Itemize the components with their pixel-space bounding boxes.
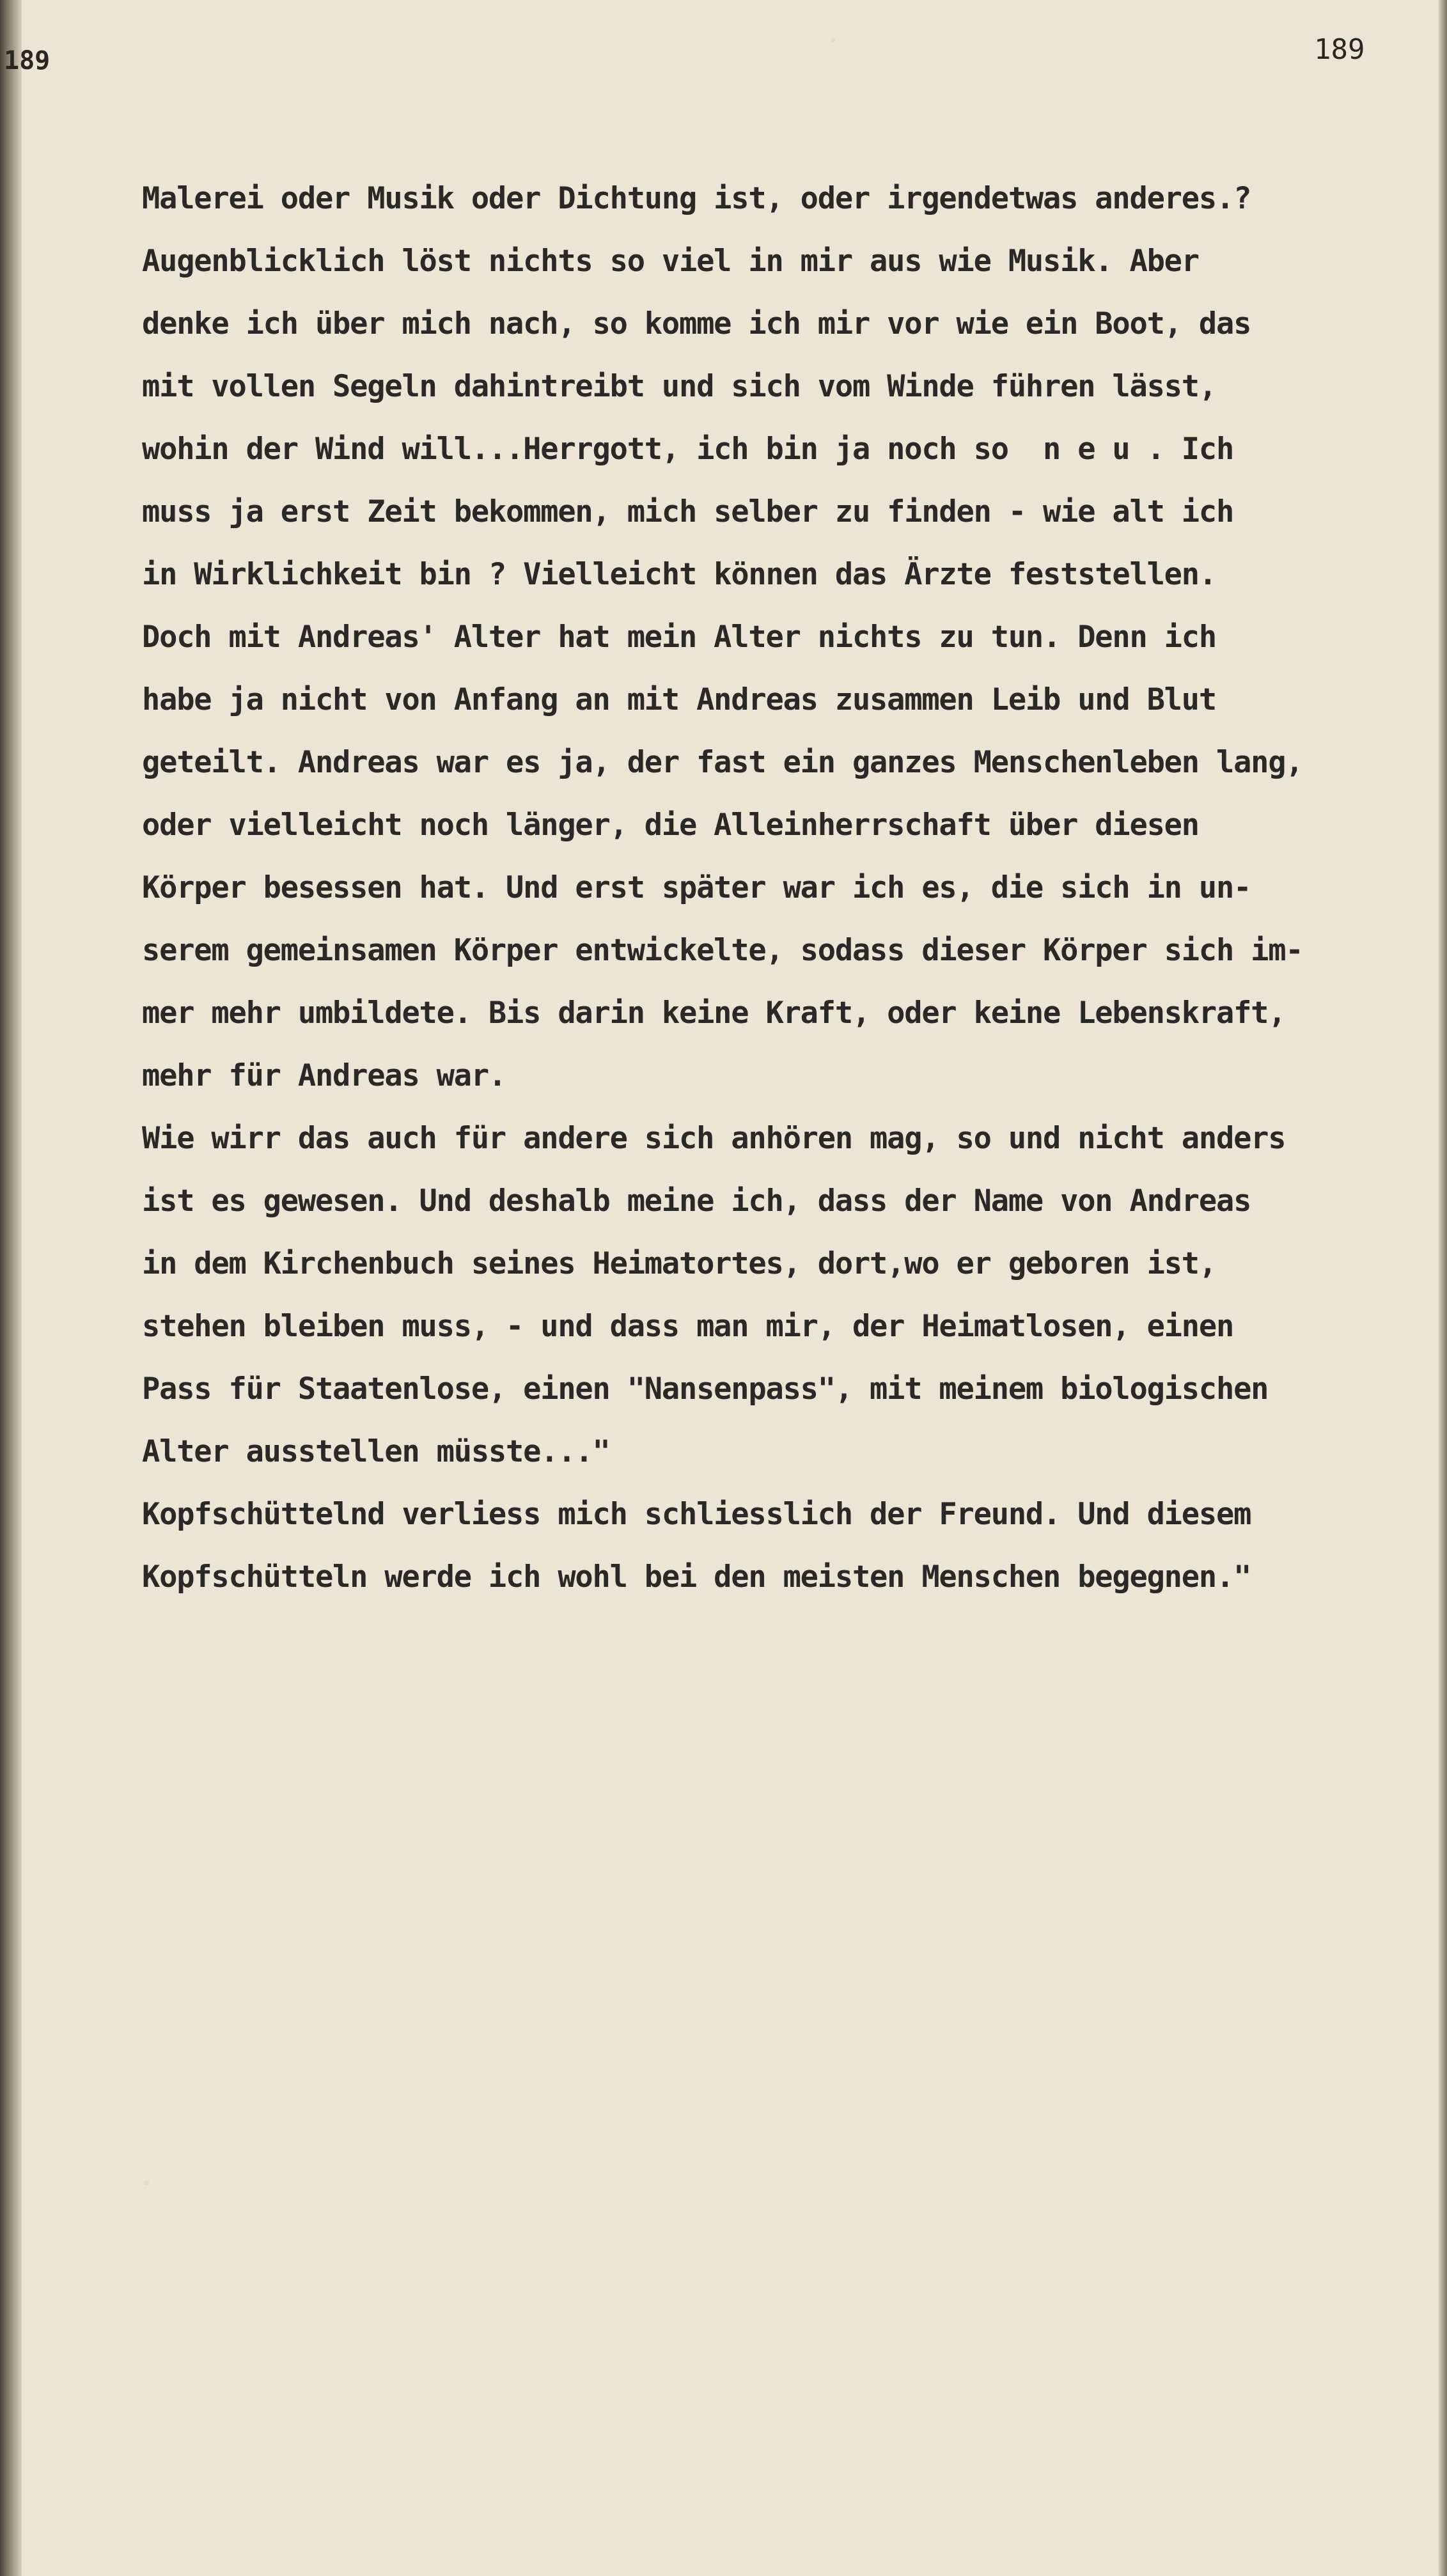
text-line: Wie wirr das auch für andere sich anhören mag, so und nicht anders: [142, 1121, 1286, 1156]
text-line: mit vollen Segeln dahintreibt und sich vom Winde führen lässt,: [142, 369, 1216, 404]
text-line: in Wirklichkeit bin ? Vielleicht können das Ärzte feststellen.: [142, 557, 1216, 592]
text-line: Doch mit Andreas' Alter hat mein Alter nichts zu tun. Denn ich: [142, 620, 1216, 655]
page-edge: [1438, 0, 1447, 2576]
text-line: habe ja nicht von Anfang an mit Andreas zusammen Leib und Blut: [142, 682, 1216, 717]
text-line: Alter ausstellen müsste...": [142, 1434, 610, 1469]
previous-page-number: 189: [4, 46, 51, 75]
text-line: Malerei oder Musik oder Dichtung ist, oder irgendetwas anderes.?: [142, 181, 1251, 216]
text-line: oder vielleicht noch länger, die Alleinherrschaft über diesen: [142, 808, 1199, 843]
text-line: ist es gewesen. Und deshalb meine ich, dass der Name von Andreas: [142, 1183, 1251, 1219]
text-line: denke ich über mich nach, so komme ich mir vor wie ein Boot, das: [142, 306, 1251, 341]
paper-stain: [831, 38, 835, 42]
text-line: in dem Kirchenbuch seines Heimatortes, dort,wo er geboren ist,: [142, 1246, 1216, 1281]
text-line: Augenblicklich löst nichts so viel in mir aus wie Musik. Aber: [142, 244, 1199, 279]
text-line: muss ja erst Zeit bekommen, mich selber zu finden - wie alt ich: [142, 494, 1234, 529]
text-line: wohin der Wind will...Herrgott, ich bin ja noch so n e u . Ich: [142, 432, 1234, 467]
text-line: mer mehr umbildete. Bis darin keine Kraft, oder keine Lebenskraft,: [142, 995, 1286, 1031]
binding-edge: [0, 0, 22, 2576]
typewritten-text: [142, 168, 1414, 1609]
text-line: Pass für Staatenlose, einen "Nansenpass", mit meinem biologischen: [142, 1371, 1269, 1407]
text-line: Kopfschütteln werde ich wohl bei den meisten Menschen begegnen.": [142, 1559, 1251, 1595]
text-line: serem gemeinsamen Körper entwickelte, sodass dieser Körper sich im-: [142, 933, 1303, 968]
text-line: mehr für Andreas war.: [142, 1058, 506, 1093]
page-number: 189: [1314, 33, 1365, 66]
text-line: Kopfschüttelnd verliess mich schliesslich der Freund. Und diesem: [142, 1497, 1251, 1532]
paper-stain: [144, 2180, 149, 2185]
text-line: Körper besessen hat. Und erst später war ich es, die sich in un-: [142, 870, 1251, 905]
text-line: stehen bleiben muss, - und dass man mir, der Heimatlosen, einen: [142, 1309, 1234, 1344]
text-line: geteilt. Andreas war es ja, der fast ein ganzes Menschenleben lang,: [142, 745, 1303, 780]
